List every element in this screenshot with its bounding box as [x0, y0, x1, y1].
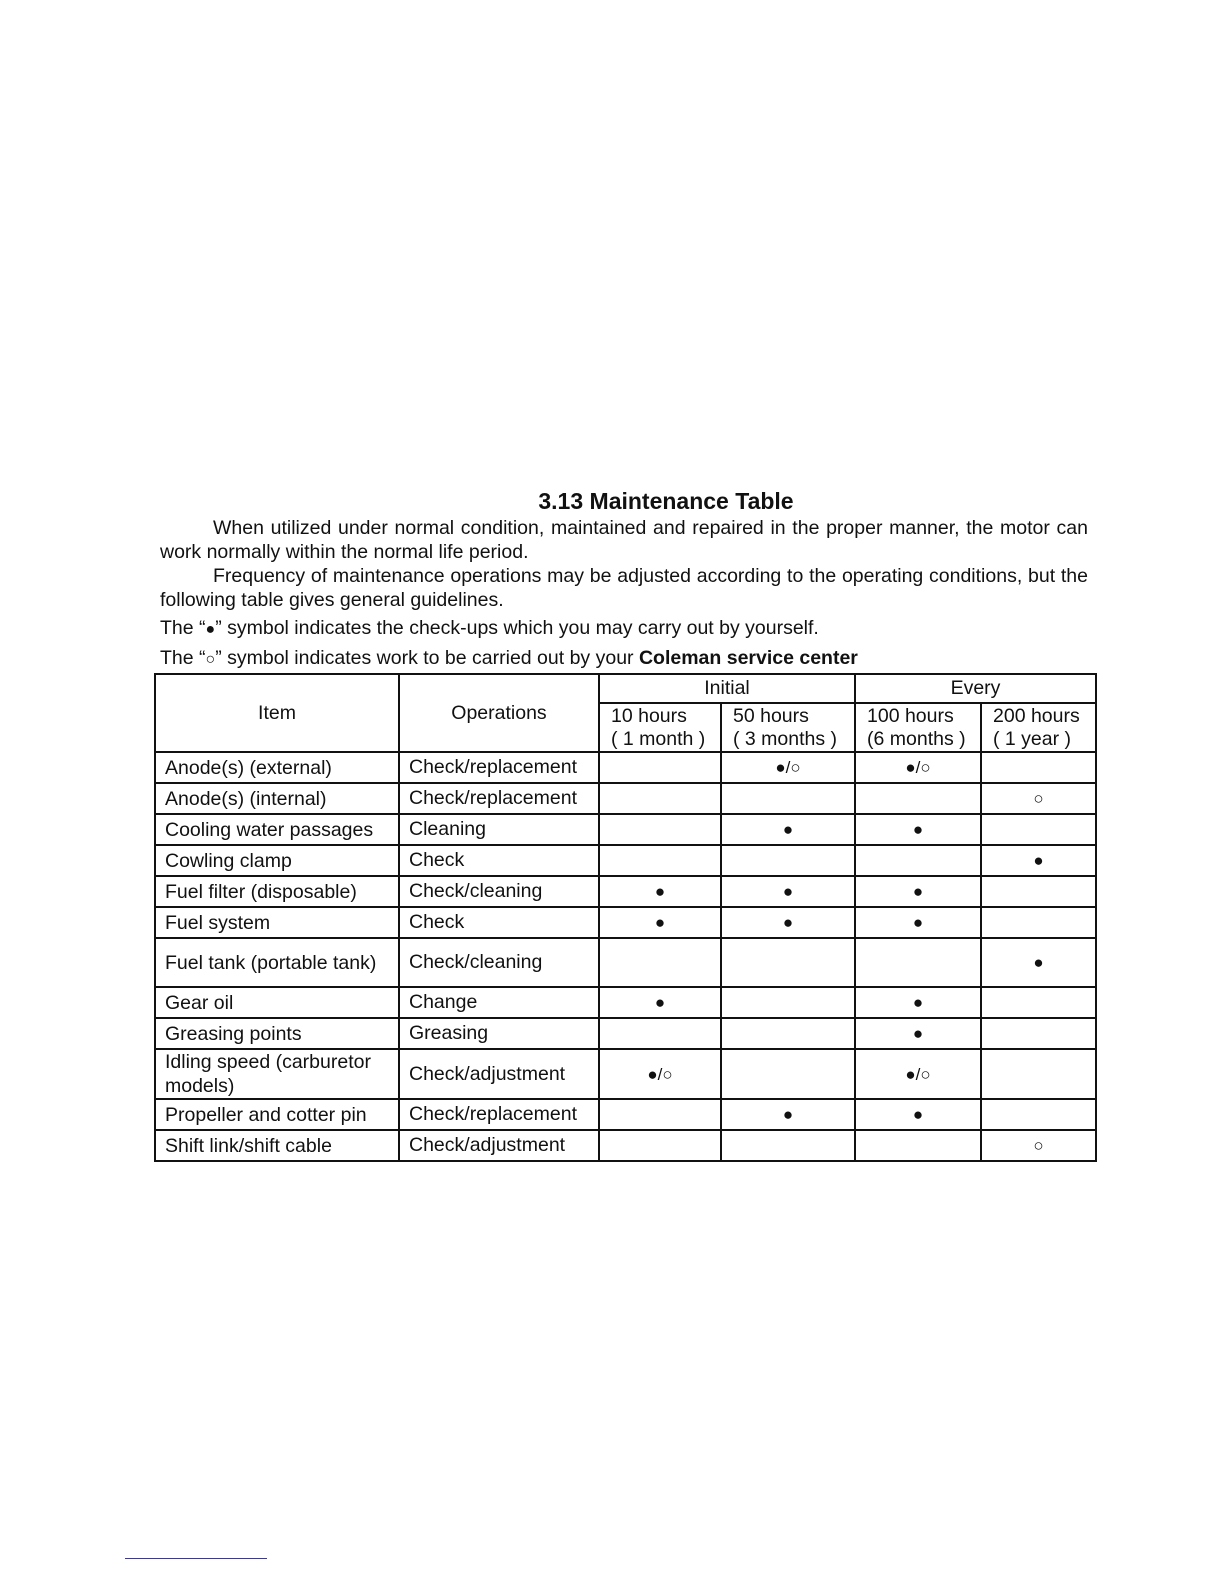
row-mark	[855, 783, 981, 814]
row-item: Fuel tank (portable tank)	[155, 938, 399, 987]
row-mark: ●/○	[855, 1049, 981, 1099]
row-mark: ○	[981, 783, 1096, 814]
row-mark	[721, 1049, 855, 1099]
header-period: 100 hours (6 months )	[855, 703, 981, 752]
frequency-paragraph-text: Frequency of maintenance operations may be adjusted according to the operating conditions, but the following table gives general guidelines.	[160, 565, 1088, 611]
legend-filled-prefix: The “	[160, 617, 206, 639]
legend-open-middle: ” symbol indicates work to be carried out by your	[215, 647, 639, 669]
table-row	[155, 814, 1096, 845]
row-operation: Check/adjustment	[399, 1130, 599, 1161]
row-mark	[981, 876, 1096, 907]
row-mark	[981, 987, 1096, 1018]
table-row	[155, 938, 1096, 987]
row-mark: ●	[855, 907, 981, 938]
row-mark	[721, 1130, 855, 1161]
row-item: Shift link/shift cable	[155, 1130, 399, 1161]
row-operation: Cleaning	[399, 814, 599, 845]
table-row	[155, 1018, 1096, 1049]
legend-open	[160, 646, 858, 672]
row-item: Cowling clamp	[155, 845, 399, 876]
row-mark	[981, 1018, 1096, 1049]
row-mark	[855, 938, 981, 987]
row-operation: Change	[399, 987, 599, 1018]
footnote-divider	[125, 1558, 267, 1559]
table-row	[155, 987, 1096, 1018]
filled-circle-icon: ●	[205, 621, 216, 638]
row-mark	[721, 1018, 855, 1049]
row-mark: ●/○	[599, 1049, 721, 1099]
header-item: Item	[155, 674, 399, 752]
row-mark: ●	[721, 814, 855, 845]
row-operation: Check	[399, 845, 599, 876]
legend-open-prefix: The “	[160, 647, 206, 669]
header-period: 50 hours ( 3 months )	[721, 703, 855, 752]
row-mark: ●	[855, 876, 981, 907]
row-mark: ○	[981, 1130, 1096, 1161]
row-item: Anode(s) (internal)	[155, 783, 399, 814]
legend-filled-suffix: ” symbol indicates the check-ups which you may carry out by yourself.	[215, 617, 819, 639]
table-row	[155, 1099, 1096, 1130]
row-mark: ●	[599, 907, 721, 938]
open-circle-icon: ○	[205, 651, 216, 668]
row-operation: Check/replacement	[399, 783, 599, 814]
row-mark	[855, 1130, 981, 1161]
row-mark	[599, 938, 721, 987]
row-mark	[981, 752, 1096, 783]
table-row	[155, 783, 1096, 814]
row-mark	[599, 1099, 721, 1130]
header-every: Every	[855, 674, 1096, 703]
row-mark	[981, 1099, 1096, 1130]
row-mark	[599, 752, 721, 783]
row-operation: Greasing	[399, 1018, 599, 1049]
row-mark: ●	[599, 987, 721, 1018]
row-operation: Check	[399, 907, 599, 938]
row-mark: ●/○	[721, 752, 855, 783]
row-mark: ●	[855, 987, 981, 1018]
row-operation: Check/cleaning	[399, 938, 599, 987]
row-mark	[721, 783, 855, 814]
row-item: Gear oil	[155, 987, 399, 1018]
row-mark	[721, 845, 855, 876]
table-row	[155, 1130, 1096, 1161]
header-period: 200 hours ( 1 year )	[981, 703, 1096, 752]
legend-open-service-center: Coleman service center	[638, 647, 858, 669]
section-title: 3.13 Maintenance Table	[538, 488, 794, 514]
row-mark: ●	[855, 814, 981, 845]
row-mark	[855, 845, 981, 876]
row-item: Anode(s) (external)	[155, 752, 399, 783]
intro-paragraph	[160, 516, 1088, 564]
row-mark: ●	[599, 876, 721, 907]
row-item: Propeller and cotter pin	[155, 1099, 399, 1130]
row-mark	[599, 1130, 721, 1161]
row-mark: ●	[855, 1018, 981, 1049]
row-item: Greasing points	[155, 1018, 399, 1049]
legend-filled	[160, 616, 819, 642]
table-row	[155, 907, 1096, 938]
intro-paragraph-text: When utilized under normal condition, maintained and repaired in the proper manner, the motor can work normally within the normal life period.	[160, 517, 1088, 563]
row-mark	[599, 845, 721, 876]
row-mark	[721, 987, 855, 1018]
frequency-paragraph	[160, 564, 1088, 612]
row-mark: ●	[855, 1099, 981, 1130]
row-operation: Check/replacement	[399, 752, 599, 783]
table-row	[155, 876, 1096, 907]
row-mark	[599, 783, 721, 814]
table-row	[155, 1049, 1096, 1099]
row-mark	[721, 938, 855, 987]
row-item: Cooling water passages	[155, 814, 399, 845]
row-item: Idling speed (carburetor models)	[155, 1049, 399, 1099]
row-mark: ●	[721, 1099, 855, 1130]
row-item: Fuel filter (disposable)	[155, 876, 399, 907]
row-mark: ●/○	[855, 752, 981, 783]
table-row	[155, 752, 1096, 783]
row-mark	[599, 1018, 721, 1049]
row-item: Fuel system	[155, 907, 399, 938]
row-mark	[599, 814, 721, 845]
header-period: 10 hours ( 1 month )	[599, 703, 721, 752]
maintenance-table	[154, 673, 1097, 1162]
table-row	[155, 845, 1096, 876]
row-mark	[981, 907, 1096, 938]
header-row-groups	[155, 674, 1096, 703]
row-operation: Check/replacement	[399, 1099, 599, 1130]
row-mark: ●	[981, 938, 1096, 987]
row-mark: ●	[721, 876, 855, 907]
row-mark	[981, 814, 1096, 845]
row-operation: Check/cleaning	[399, 876, 599, 907]
row-mark	[981, 1049, 1096, 1099]
row-mark: ●	[981, 845, 1096, 876]
row-mark: ●	[721, 907, 855, 938]
header-initial: Initial	[599, 674, 855, 703]
row-operation: Check/adjustment	[399, 1049, 599, 1099]
header-operations: Operations	[399, 674, 599, 752]
